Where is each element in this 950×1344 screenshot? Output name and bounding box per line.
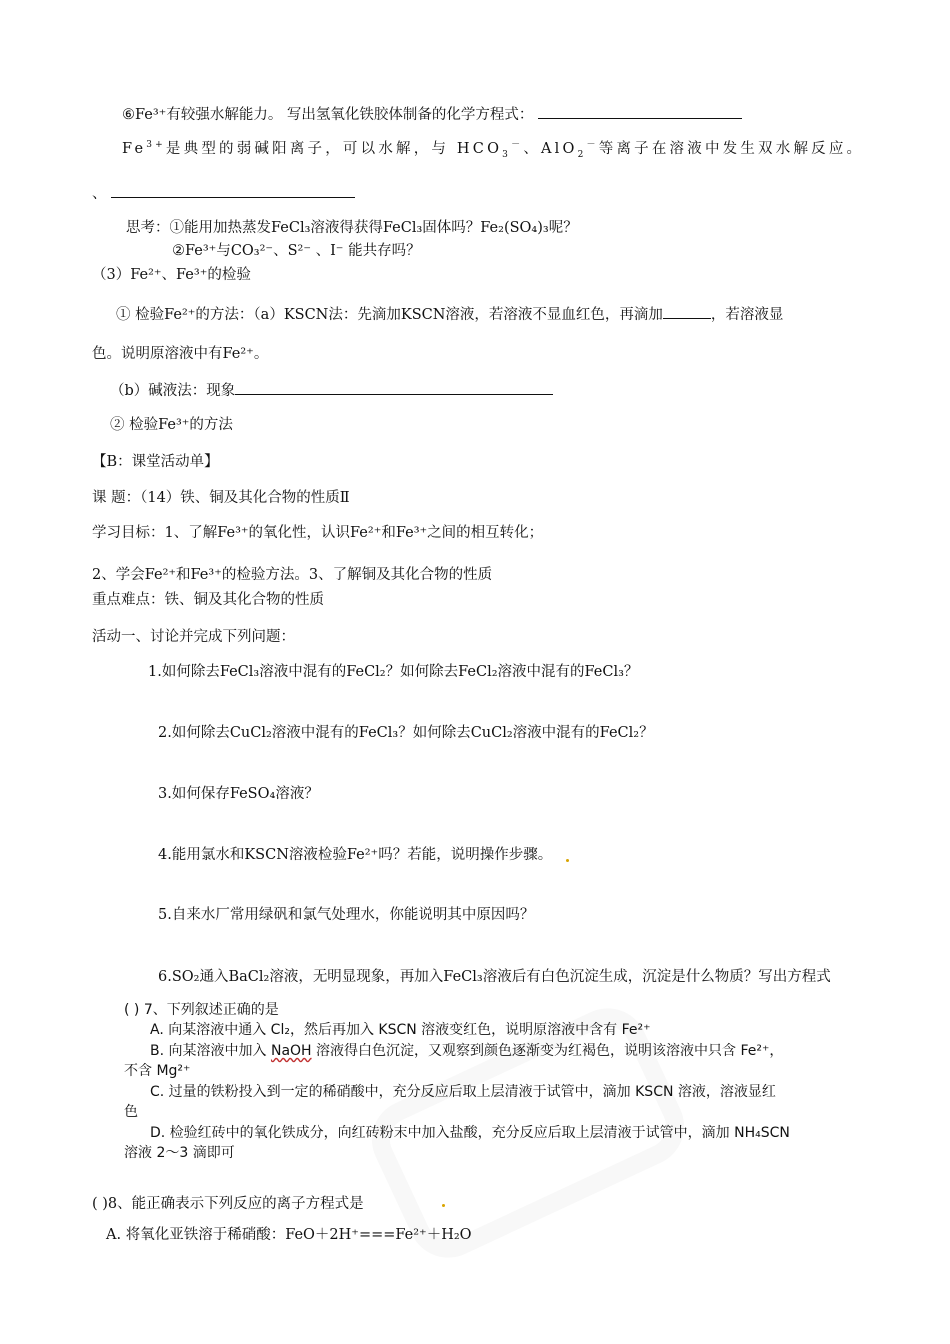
question-7-option-c: C. 过量的铁粉投入到一定的稀硝酸中，充分反应后取上层清液于试管中，滴加 KSCN 溶液，溶液显红 (150, 1084, 776, 1100)
fe3-weak-base-text-b: 是典型的弱碱阳离子，可以水解，与 HCO (165, 141, 503, 157)
phenomenon-blank[interactable] (235, 380, 553, 395)
question-7-option-d: D. 检验红砖中的氧化铁成分，向红砖粉末中加入盐酸，充分反应后取上层清液于试管中，滴加 NH₄SCN (150, 1125, 790, 1141)
detect-fe3-heading: ② 检验Fe³⁺的方法 (110, 417, 233, 433)
question-7-option-a: A. 向某溶液中通入 Cl₂，然后再加入 KSCN 溶液变红色，说明原溶液中含有 Fe²⁺ (150, 1022, 651, 1038)
fe3-weak-base-text-d: 等离子在溶液中发生双水解反应。 (598, 141, 865, 157)
detect-base-text: （b）碱液法：现象 (110, 383, 236, 399)
reagent-blank[interactable] (663, 304, 711, 319)
question-7-option-b-cont: 不含 Mg²⁺ (124, 1063, 191, 1079)
question-8-option-a: A. 将氧化亚铁溶于稀硝酸：FeO＋2H⁺===Fe²⁺＋H₂O (106, 1227, 472, 1243)
learning-goals-1: 学习目标：1、了解Fe³⁺的氧化性，认识Fe²⁺和Fe³⁺之间的相互转化； (92, 525, 544, 541)
question-7-option-b (150, 1042, 783, 1060)
detect-fe2-conclusion: 色。说明原溶液中有Fe²⁺。 (92, 346, 269, 362)
option-b-text-pre: B. 向某溶液中加入 (150, 1043, 271, 1059)
fe3-weak-base-text-c: 、AlO (523, 141, 578, 157)
fe3-weak-base-line: $Fe^{3+}$是典型的弱碱阳离子，可以水解，与 $HCO_3^-$、AlO$_2$－等离子在溶液中发生双水解反应。 (122, 140, 865, 160)
answer-blank[interactable] (538, 104, 742, 119)
section-3-heading: （3）Fe²⁺、Fe³⁺的检验 (92, 267, 251, 283)
dun-mark: 、 (92, 186, 107, 202)
option-b-naoh: NaOH (270, 1043, 312, 1059)
key-points: 重点难点：铁、铜及其化合物的性质 (92, 592, 324, 608)
option-b-text-post: 溶液得白色沉淀，又观察到颜色逐渐变为红褐色，说明该溶液中只含 Fe²⁺， (311, 1043, 784, 1059)
topic-value: （14）铁、铜及其化合物的性质Ⅱ (140, 490, 350, 506)
fe3-weak-base-text-a: Fe (122, 141, 147, 157)
question-7-stem: ( ) 7、下列叙述正确的是 (124, 1002, 279, 1018)
detect-fe2-text-b: ，若溶液显 (710, 307, 784, 323)
answer-blank[interactable] (111, 183, 355, 198)
question-5: 5.自来水厂常用绿矾和氯气处理水，你能说明其中原因吗？ (158, 907, 535, 923)
dun-line (92, 183, 355, 203)
question-8-stem: ( )8、能正确表示下列反应的离子方程式是 (92, 1196, 364, 1212)
fe3-hydrolysis-text: ⑥Fe³⁺有较强水解能力。 写出氢氧化铁胶体制备的化学方程式： (122, 107, 534, 123)
detect-fe2-line (116, 304, 783, 324)
detect-fe2-text-a: ① 检验Fe²⁺的方法：（a）KSCN法：先滴加KSCN溶液，若溶液不显血红色，再滴加 (116, 307, 663, 323)
section-b-heading: 【B：课堂活动单】 (92, 454, 219, 470)
question-3: 3.如何保存FeSO₄溶液？ (158, 786, 319, 802)
highlight-dot (566, 859, 569, 862)
question-6: 6.SO₂通入BaCl₂溶液，无明显现象，再加入FeCl₃溶液后有白色沉淀生成，沉淀是什么物质？写出方程式 (158, 969, 831, 985)
question-4: 4.能用氯水和KSCN溶液检验Fe²⁺吗？若能，说明操作步骤。 (158, 847, 553, 863)
highlight-dot (442, 1204, 445, 1207)
topic-line (92, 489, 350, 507)
question-7-option-c-cont: 色 (124, 1104, 138, 1120)
question-1: 1.如何除去FeCl₃溶液中混有的FeCl₂？如何除去FeCl₂溶液中混有的FeCl₃？ (148, 664, 639, 680)
question-7-option-d-cont: 溶液 2～3 滴即可 (124, 1145, 235, 1161)
activity-1-heading: 活动一、讨论并完成下列问题： (92, 629, 295, 645)
fe3-hydrolysis-line (122, 104, 742, 124)
think-question-2: ②Fe³⁺与CO₃²⁻、S²⁻ 、I⁻ 能共存吗？ (172, 243, 421, 259)
question-2: 2.如何除去CuCl₂溶液中混有的FeCl₃？如何除去CuCl₂溶液中混有的FeCl₂？ (158, 725, 654, 741)
think-question-1: 思考：①能用加热蒸发FeCl₃溶液得获得FeCl₃固体吗？Fe₂(SO₄)₃呢？ (126, 220, 578, 236)
topic-label: 课 题： (92, 490, 141, 506)
detect-base-line (110, 380, 553, 400)
learning-goals-2: 2、学会Fe²⁺和Fe³⁺的检验方法。3、了解铜及其化合物的性质 (92, 567, 493, 583)
